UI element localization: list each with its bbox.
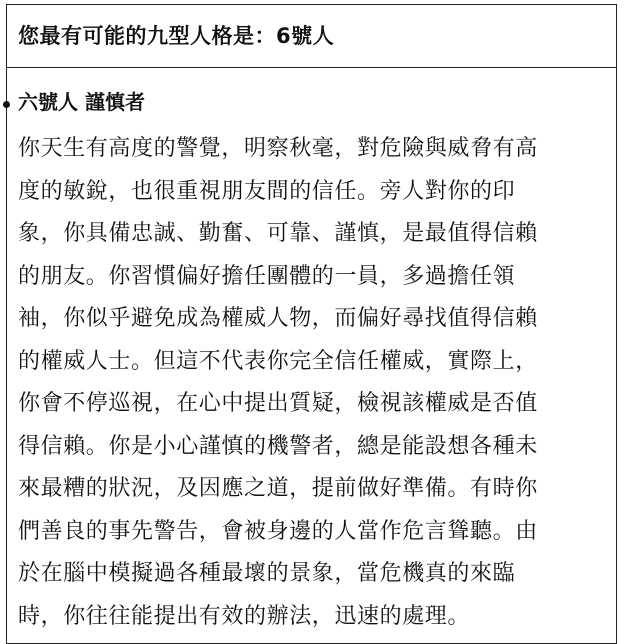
description-line: 來最糟的狀況，及因應之道，提前做好準備。有時你: [18, 476, 538, 501]
bullet-dot: [3, 101, 10, 108]
description-text: [18, 128, 613, 638]
description-line: 時，你往往能提出有效的辦法，迅速的處理。: [18, 603, 471, 629]
description-line: 袖，你似乎避免成為權威人物，而偏好尋找值得信賴: [18, 306, 538, 331]
description-line: 的朋友。你習慣偏好擔任團體的一員，多過擔任領: [18, 263, 516, 289]
type-subtitle: 六號人 謹慎者: [18, 90, 145, 114]
description-line: 於在腦中模擬過各種最壞的景象，當危機真的來臨: [18, 561, 516, 586]
result-table: [6, 4, 617, 644]
description-line: 的權威人士。但這不代表你完全信任權威，實際上，: [18, 348, 538, 374]
header-row: [7, 5, 616, 68]
result-title: 您最有可能的九型人格是：6號人: [18, 24, 335, 48]
description-line: 象，你具備忠誠、勤奮、可靠、謹慎，是最值得信賴: [18, 221, 538, 246]
description-line: 們善良的事先警告，會被身邊的人當作危言聳聽。由: [18, 518, 538, 544]
description-line: 度的敏銳，也很重視朋友間的信任。旁人對你的印: [18, 178, 516, 204]
description-line: 得信賴。你是小心謹慎的機警者，總是能設想各種未: [18, 433, 538, 459]
description-line: 你會不停巡視，在心中提出質疑，檢視該權威是否值: [18, 391, 538, 416]
description-line: 你天生有高度的警覺，明察秋毫，對危險與威脅有高: [18, 136, 538, 161]
